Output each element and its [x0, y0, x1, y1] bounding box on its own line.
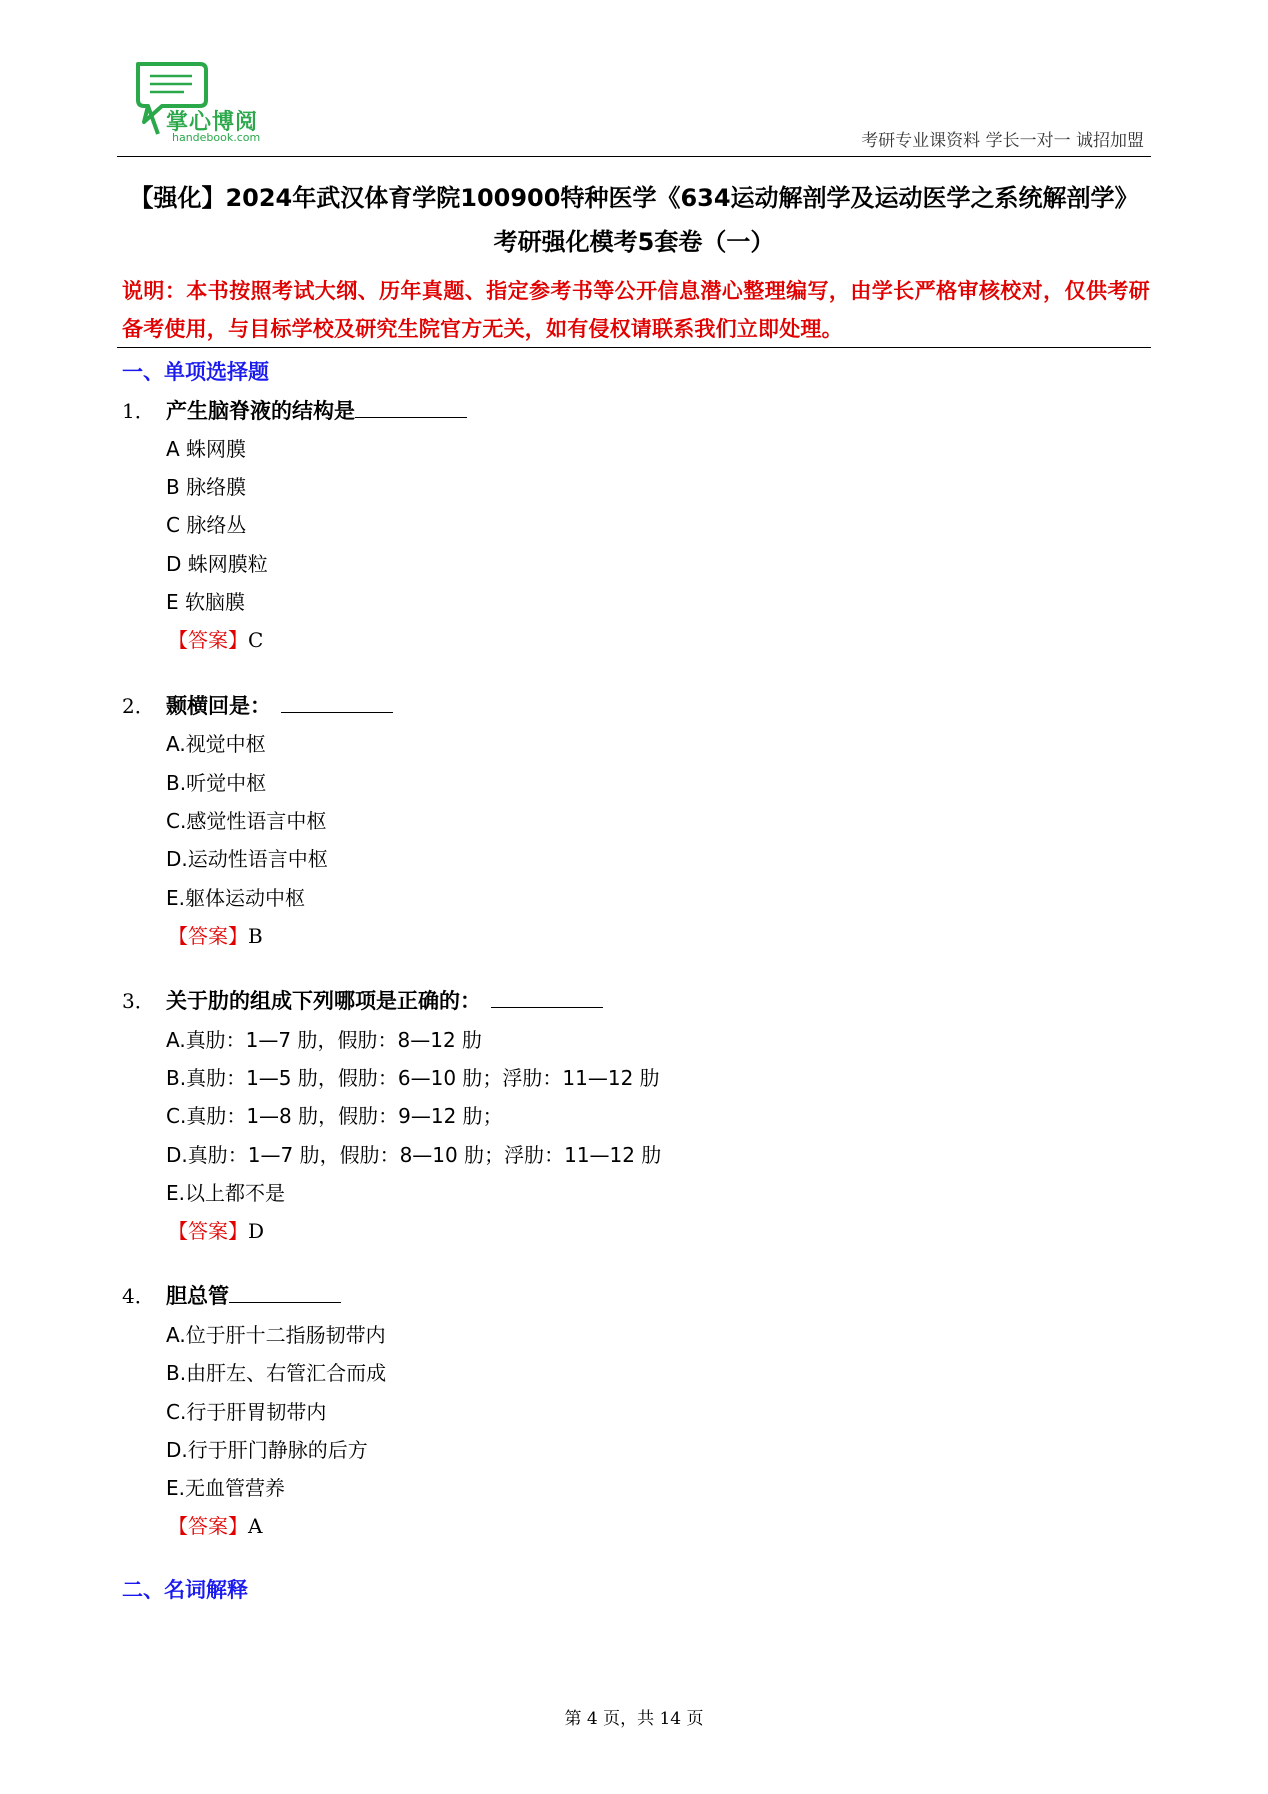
- option: B 脉络膜: [166, 475, 247, 499]
- logo-url: handebook.com: [172, 131, 261, 144]
- option: B.由肝左、右管汇合而成: [166, 1361, 387, 1385]
- logo-brand-name: 掌心博阅: [166, 110, 259, 135]
- answer-tag: 【答案】: [168, 1219, 248, 1243]
- answer-tag: 【答案】: [168, 1514, 248, 1538]
- header-divider: [117, 156, 1151, 157]
- option: E 软脑膜: [166, 590, 245, 614]
- page-number: 第 4 页，共 14 页: [564, 1709, 704, 1729]
- option: D 蛛网膜粒: [166, 552, 268, 576]
- answer-value: A: [248, 1514, 263, 1538]
- question-number: 2．: [122, 694, 155, 718]
- question-stem: 产生脑脊液的结构是: [166, 395, 467, 425]
- question-stem: 胆总管: [166, 1280, 341, 1310]
- answer-blank: [229, 1284, 341, 1303]
- answer-blank: [491, 989, 603, 1008]
- question-number: 1．: [122, 399, 155, 423]
- answer-blank: [281, 694, 393, 713]
- option: B.听觉中枢: [166, 771, 267, 795]
- answer-blank: [355, 399, 467, 418]
- section-heading-term-definitions: 二、名词解释: [122, 1578, 248, 1602]
- answer-value: D: [248, 1219, 265, 1243]
- answer: [168, 1215, 264, 1244]
- option: C 脉络丛: [166, 513, 247, 537]
- notice-divider: [117, 347, 1151, 348]
- option: D.行于肝门静脉的后方: [166, 1438, 368, 1462]
- answer: [168, 1510, 262, 1539]
- answer: [168, 920, 263, 949]
- document-title: [110, 176, 1158, 264]
- title-line-2: 考研强化模考5套卷（一）: [493, 228, 775, 256]
- option: A 蛛网膜: [166, 437, 247, 461]
- disclaimer-notice: 说明：本书按照考试大纲、历年真题、指定参考书等公开信息潜心整理编写，由学长严格审核校对，仅供考研备考使用，与目标学校及研究生院官方无关，如有侵权请联系我们立即处理。: [122, 279, 1150, 341]
- option: A.视觉中枢: [166, 732, 266, 756]
- option: A.真肋：1—7 肋，假肋：8—12 肋: [166, 1028, 483, 1052]
- option: C.行于肝胃韧带内: [166, 1400, 327, 1424]
- option: E.以上都不是: [166, 1181, 285, 1205]
- option: C.真肋：1—8 肋，假肋：9—12 肋；: [166, 1104, 503, 1128]
- option: A.位于肝十二指肠韧带内: [166, 1323, 386, 1347]
- answer-value: C: [248, 628, 264, 652]
- section-heading-single-choice: 一、单项选择题: [122, 360, 269, 384]
- answer-tag: 【答案】: [168, 628, 248, 652]
- answer-value: B: [248, 924, 263, 948]
- question-number: 3．: [122, 989, 155, 1013]
- option: B.真肋：1—5 肋，假肋：6—10 肋；浮肋：11—12 肋: [166, 1066, 660, 1090]
- option: D.真肋：1—7 肋，假肋：8—10 肋；浮肋：11—12 肋: [166, 1143, 662, 1167]
- question-stem: 关于肋的组成下列哪项是正确的：: [166, 985, 603, 1015]
- answer-tag: 【答案】: [168, 924, 248, 948]
- title-line-1: 【强化】2024年武汉体育学院100900特种医学《634运动解剖学及运动医学之系统解剖学》: [129, 184, 1139, 212]
- option: E.躯体运动中枢: [166, 886, 305, 910]
- answer: [168, 624, 263, 653]
- option: D.运动性语言中枢: [166, 847, 328, 871]
- question-number: 4．: [122, 1284, 155, 1308]
- option: E.无血管营养: [166, 1476, 285, 1500]
- header-tagline: 考研专业课资料 学长一对一 诚招加盟: [861, 131, 1144, 151]
- question-stem: 颞横回是：: [166, 690, 393, 720]
- option: C.感觉性语言中枢: [166, 809, 327, 833]
